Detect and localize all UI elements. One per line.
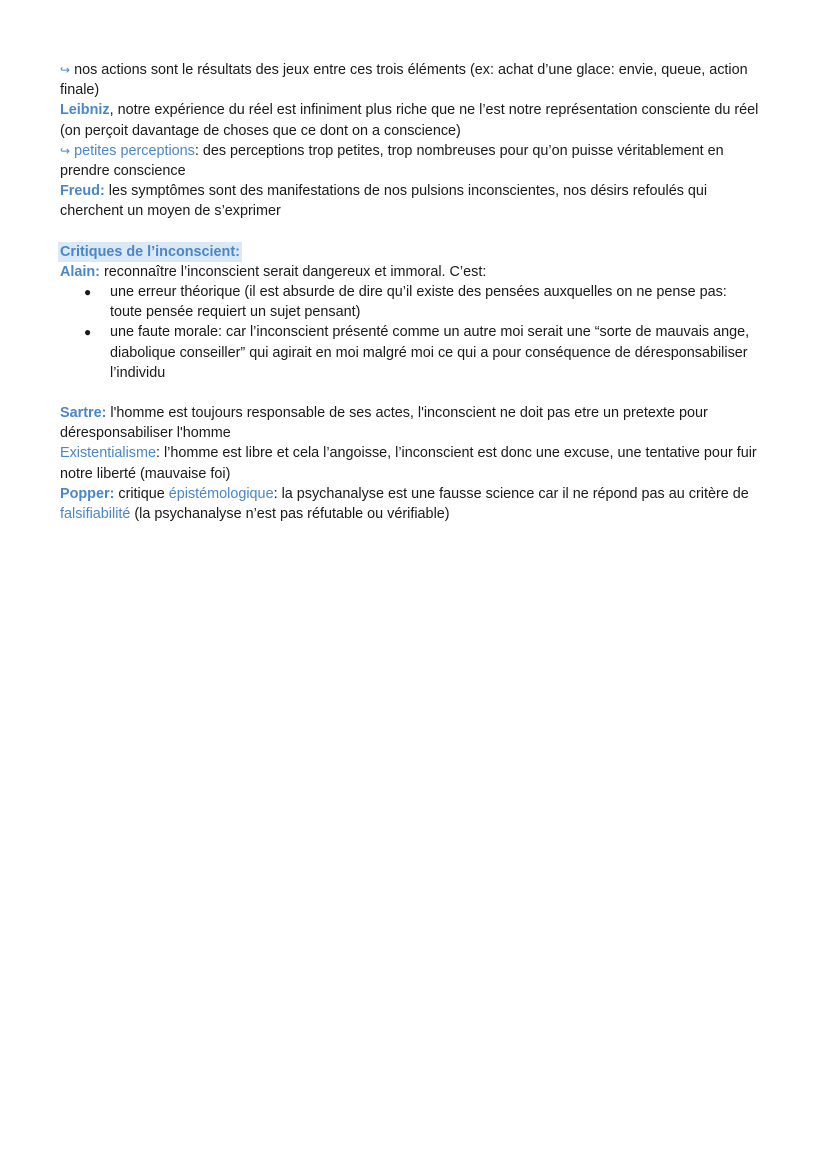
paragraph-sartre bbox=[60, 403, 760, 443]
author-name: Freud: bbox=[60, 183, 105, 200]
list-item bbox=[60, 322, 760, 383]
paragraph-text: (la psychanalyse n’est pas réfutable ou vérifiable) bbox=[130, 506, 450, 523]
section-heading bbox=[60, 242, 760, 262]
paragraph-existentialisme bbox=[60, 443, 760, 483]
arrow-icon: ↪ bbox=[60, 63, 71, 77]
paragraph-leibniz bbox=[60, 100, 760, 140]
section-title: Critiques de l’inconscient: bbox=[58, 242, 242, 262]
list-item bbox=[60, 282, 760, 322]
paragraph-petites-perceptions bbox=[60, 141, 760, 181]
paragraph-text: : l’homme est libre et cela l’angoisse, l’inconscient est donc une excuse, une tentative pour fuir notre liberté (mauvaise foi) bbox=[60, 445, 757, 482]
paragraph-text: reconnaître l’inconscient serait dangereux et immoral. C’est: bbox=[99, 263, 487, 280]
concept-term: Existentialisme bbox=[60, 445, 156, 462]
author-name: Leibniz bbox=[60, 102, 110, 119]
paragraph-text: : la psychanalyse est une fausse science car il ne répond pas au critère de bbox=[273, 485, 749, 502]
paragraph-freud bbox=[60, 181, 760, 221]
concept-term: falsifiabilité bbox=[60, 506, 131, 523]
bullet-icon: ● bbox=[84, 285, 92, 300]
author-name: Sartre: bbox=[60, 405, 107, 422]
spacer bbox=[60, 222, 768, 242]
arrow-icon: ↪ bbox=[60, 143, 71, 158]
spacer bbox=[60, 383, 768, 403]
paragraph-text: , notre expérience du réel est infiniment plus riche que ne l’est notre représentation consciente du réel (on perçoit davantage de choses que ce dont on a conscience) bbox=[60, 102, 759, 139]
bullet-list bbox=[60, 282, 768, 383]
paragraph-text: l'homme est toujours responsable de ses actes, l'inconscient ne doit pas etre un pretexte pour déresponsabiliser l'homme bbox=[60, 405, 708, 442]
author-name: Popper: bbox=[60, 485, 115, 502]
bullet-icon: ● bbox=[84, 325, 92, 340]
list-item-text: une faute morale: car l’inconscient présenté comme un autre moi serait une “sorte de mauvais ange, diabolique conseiller” qui agirait en moi malgré moi ce qui a pour conséquence de déresponsabiliser l’individu bbox=[110, 324, 750, 381]
paragraph-actions bbox=[60, 60, 760, 100]
paragraph-text: : des perceptions trop petites, trop nombreuses pour qu’on puisse véritablement en prendre conscience bbox=[60, 142, 724, 180]
concept-term: épistémologique bbox=[168, 485, 274, 502]
concept-term: petites perceptions bbox=[74, 142, 195, 159]
paragraph-alain bbox=[60, 262, 760, 282]
paragraph-text: nos actions sont le résultats des jeux entre ces trois éléments (ex: achat d’une glace: envie, queue, action finale) bbox=[60, 62, 748, 99]
paragraph-text: critique bbox=[114, 485, 169, 502]
paragraph-popper bbox=[60, 484, 760, 524]
list-item-text: une erreur théorique (il est absurde de dire qu’il existe des pensées auxquelles on ne pense pas: toute pensée requiert un sujet pensant) bbox=[110, 284, 727, 321]
author-name: Alain: bbox=[60, 263, 100, 280]
paragraph-text: les symptômes sont des manifestations de nos pulsions inconscientes, nos désirs refoulés qui cherchent un moyen de s’exprimer bbox=[60, 183, 708, 220]
